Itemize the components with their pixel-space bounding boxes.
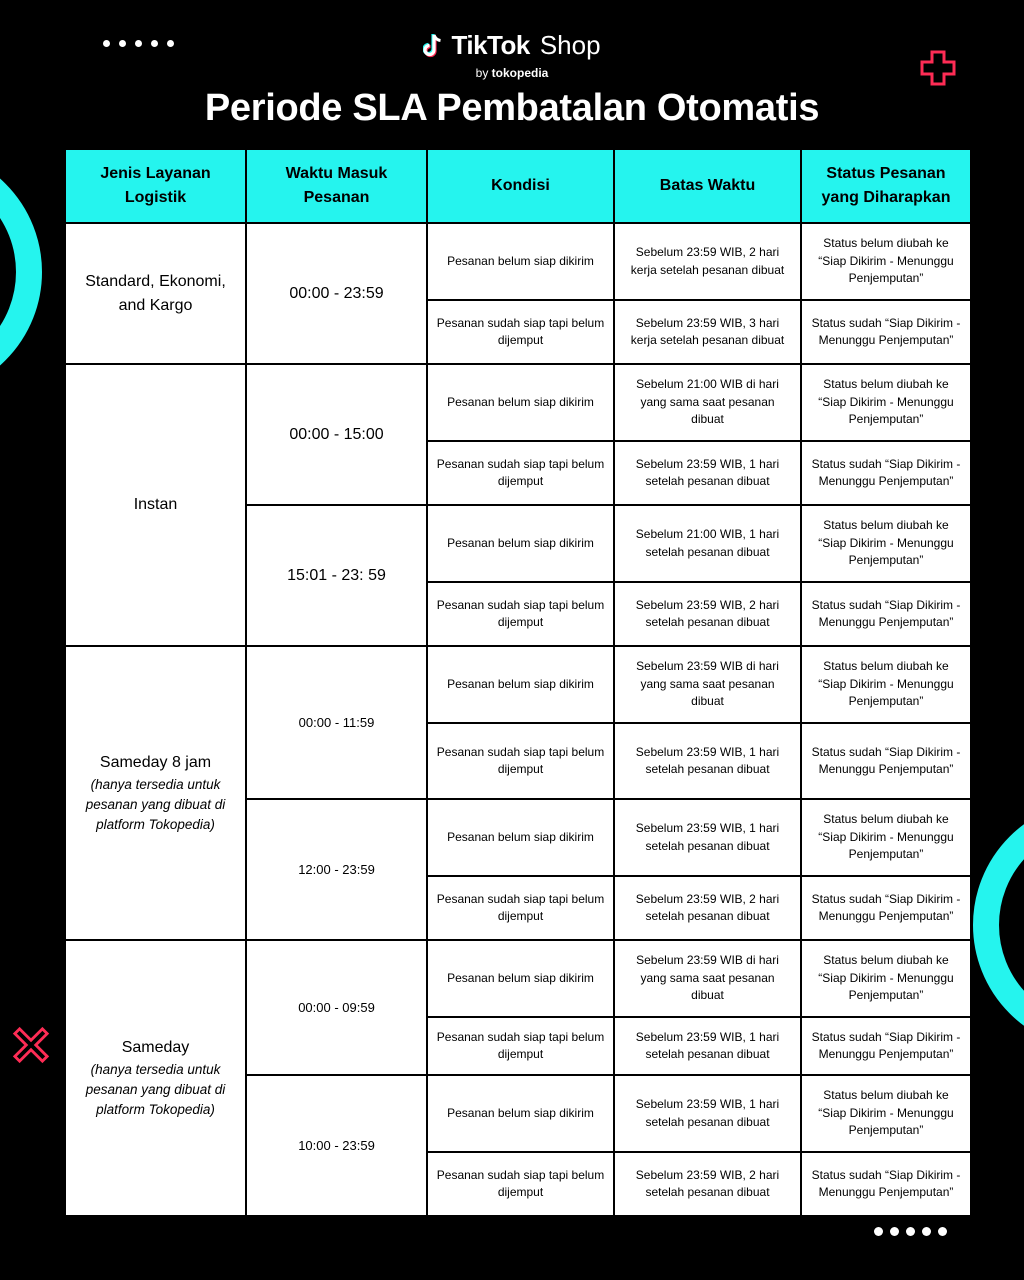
header-cell: Kondisi xyxy=(427,149,614,223)
service-cell xyxy=(65,646,246,940)
service-cell xyxy=(65,940,246,1216)
service-name: Sameday 8 jam xyxy=(99,754,212,771)
order-time-cell: 00:00 - 23:59 xyxy=(246,223,427,364)
brand-logo xyxy=(0,30,1024,80)
status-cell: Status sudah “Siap Dikirim - Menunggu Penjemputan” xyxy=(801,1017,971,1075)
deadline-cell: Sebelum 23:59 WIB, 1 hari setelah pesanan dibuat xyxy=(614,723,801,799)
brand-sub xyxy=(0,66,1024,80)
brand-shop: Shop xyxy=(539,30,601,60)
table-row xyxy=(65,364,971,441)
table-row xyxy=(65,223,971,300)
status-cell: Status belum diubah ke “Siap Dikirim - Menunggu Penjemputan” xyxy=(801,223,971,300)
header-cell: Waktu Masuk Pesanan xyxy=(246,149,427,223)
header-cell: Batas Waktu xyxy=(614,149,801,223)
status-cell: Status sudah “Siap Dikirim - Menunggu Penjemputan” xyxy=(801,300,971,364)
header-cell: Status Pesanan yang Diharapkan xyxy=(801,149,971,223)
tiktok-note-icon xyxy=(423,33,445,59)
status-cell: Status belum diubah ke “Siap Dikirim - Menunggu Penjemputan” xyxy=(801,505,971,582)
deadline-cell: Sebelum 23:59 WIB, 2 hari setelah pesanan dibuat xyxy=(614,876,801,940)
deadline-cell: Sebelum 23:59 WIB, 1 hari setelah pesanan dibuat xyxy=(614,799,801,876)
condition-cell: Pesanan belum siap dikirim xyxy=(427,646,614,723)
condition-cell: Pesanan belum siap dikirim xyxy=(427,1075,614,1152)
condition-cell: Pesanan belum siap dikirim xyxy=(427,799,614,876)
status-cell: Status belum diubah ke “Siap Dikirim - Menunggu Penjemputan” xyxy=(801,799,971,876)
sla-table xyxy=(64,148,972,1217)
order-time-cell: 00:00 - 15:00 xyxy=(246,364,427,505)
condition-cell: Pesanan belum siap dikirim xyxy=(427,364,614,441)
status-cell: Status sudah “Siap Dikirim - Menunggu Penjemputan” xyxy=(801,1152,971,1216)
condition-cell: Pesanan sudah siap tapi belum dijemput xyxy=(427,441,614,505)
condition-cell: Pesanan sudah siap tapi belum dijemput xyxy=(427,1017,614,1075)
service-name: Instan xyxy=(133,496,178,513)
condition-cell: Pesanan belum siap dikirim xyxy=(427,940,614,1017)
condition-cell: Pesanan belum siap dikirim xyxy=(427,505,614,582)
deadline-cell: Sebelum 21:00 WIB, 1 hari setelah pesanan dibuat xyxy=(614,505,801,582)
service-note: (hanya tersedia untuk pesanan yang dibuat di platform Tokopedia) xyxy=(85,1062,226,1117)
condition-cell: Pesanan belum siap dikirim xyxy=(427,223,614,300)
order-time-cell: 00:00 - 09:59 xyxy=(246,940,427,1075)
x-icon xyxy=(12,1026,50,1064)
page-title: Periode SLA Pembatalan Otomatis xyxy=(204,87,820,129)
condition-cell: Pesanan sudah siap tapi belum dijemput xyxy=(427,1152,614,1216)
order-time-cell: 10:00 - 23:59 xyxy=(246,1075,427,1216)
status-cell: Status sudah “Siap Dikirim - Menunggu Penjemputan” xyxy=(801,582,971,646)
table-body xyxy=(65,223,971,1216)
order-time-cell: 12:00 - 23:59 xyxy=(246,799,427,940)
status-cell: Status belum diubah ke “Siap Dikirim - Menunggu Penjemputan” xyxy=(801,1075,971,1152)
deadline-cell: Sebelum 21:00 WIB di hari yang sama saat pesanan dibuat xyxy=(614,364,801,441)
status-cell: Status belum diubah ke “Siap Dikirim - Menunggu Penjemputan” xyxy=(801,940,971,1017)
deadline-cell: Sebelum 23:59 WIB, 2 hari kerja setelah pesanan dibuat xyxy=(614,223,801,300)
condition-cell: Pesanan sudah siap tapi belum dijemput xyxy=(427,582,614,646)
deadline-cell: Sebelum 23:59 WIB, 1 hari setelah pesanan dibuat xyxy=(614,1017,801,1075)
condition-cell: Pesanan sudah siap tapi belum dijemput xyxy=(427,723,614,799)
brand-sub-name: tokopedia xyxy=(491,65,549,80)
order-time-cell: 15:01 - 23: 59 xyxy=(246,505,427,646)
service-name: Sameday xyxy=(121,1039,190,1056)
status-cell: Status sudah “Siap Dikirim - Menunggu Penjemputan” xyxy=(801,876,971,940)
ring-decoration xyxy=(0,147,42,397)
condition-cell: Pesanan sudah siap tapi belum dijemput xyxy=(427,876,614,940)
header-cell: Jenis Layanan Logistik xyxy=(65,149,246,223)
deadline-cell: Sebelum 23:59 WIB, 1 hari setelah pesanan dibuat xyxy=(614,441,801,505)
deadline-cell: Sebelum 23:59 WIB, 1 hari setelah pesanan dibuat xyxy=(614,1075,801,1152)
condition-cell: Pesanan sudah siap tapi belum dijemput xyxy=(427,300,614,364)
table-header-row xyxy=(65,149,971,223)
brand-name: TikTok xyxy=(451,30,530,60)
service-note: (hanya tersedia untuk pesanan yang dibuat di platform Tokopedia) xyxy=(85,777,226,832)
status-cell: Status belum diubah ke “Siap Dikirim - Menunggu Penjemputan” xyxy=(801,364,971,441)
status-cell: Status belum diubah ke “Siap Dikirim - Menunggu Penjemputan” xyxy=(801,646,971,723)
brand-sub-prefix: by xyxy=(475,65,489,80)
deadline-cell: Sebelum 23:59 WIB, 2 hari setelah pesanan dibuat xyxy=(614,1152,801,1216)
dots-decoration xyxy=(874,1227,947,1236)
table-row xyxy=(65,940,971,1017)
service-cell xyxy=(65,223,246,364)
service-cell xyxy=(65,364,246,646)
deadline-cell: Sebelum 23:59 WIB, 3 hari kerja setelah pesanan dibuat xyxy=(614,300,801,364)
deadline-cell: Sebelum 23:59 WIB di hari yang sama saat pesanan dibuat xyxy=(614,940,801,1017)
status-cell: Status sudah “Siap Dikirim - Menunggu Penjemputan” xyxy=(801,723,971,799)
ring-decoration xyxy=(973,800,1024,1050)
order-time-cell: 00:00 - 11:59 xyxy=(246,646,427,799)
table-row xyxy=(65,646,971,723)
status-cell: Status sudah “Siap Dikirim - Menunggu Penjemputan” xyxy=(801,441,971,505)
deadline-cell: Sebelum 23:59 WIB di hari yang sama saat pesanan dibuat xyxy=(614,646,801,723)
service-name: Standard, Ekonomi, and Kargo xyxy=(85,272,226,314)
deadline-cell: Sebelum 23:59 WIB, 2 hari setelah pesanan dibuat xyxy=(614,582,801,646)
